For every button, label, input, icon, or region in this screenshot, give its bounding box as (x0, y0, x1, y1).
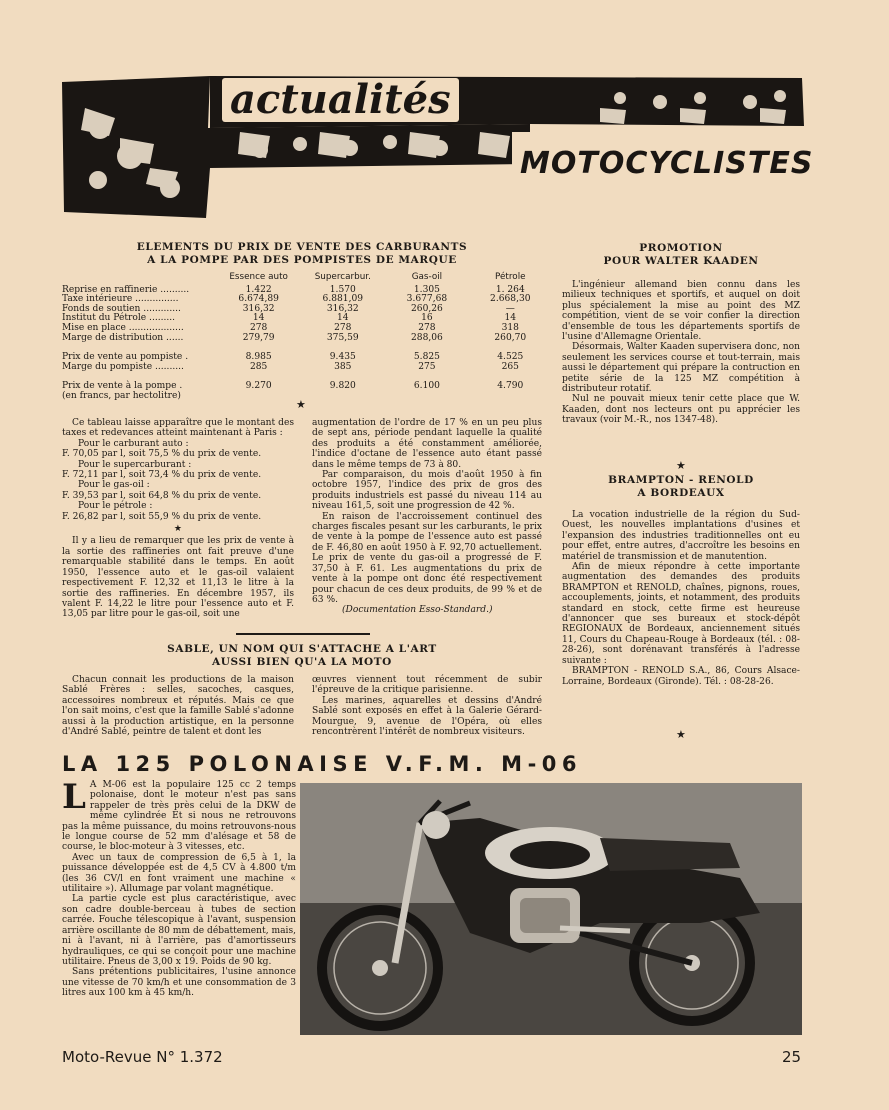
cell: 285 (249, 361, 268, 372)
paragraph: Nul ne pouvait mieux tenir cette place que W. Kaaden, dont nos lecteurs ont pu apprécier les travaux (voir M.-R., nos 1347-48). (562, 394, 800, 426)
row-label: Marge de distribution ...... (62, 332, 184, 343)
row-label-note: (en francs, par hectolitre) (62, 390, 181, 401)
cell: 14 (252, 313, 265, 324)
paragraph: Ce tableau laisse apparaître que le montant des taxes et redevances atteint maintenant à Paris : (62, 418, 294, 439)
cell: 9.435 (329, 352, 356, 363)
paragraph: Pour le pétrole : (78, 501, 153, 512)
paragraph: (Documentation Esso-Standard.) (342, 605, 493, 616)
star-divider: ★ (676, 459, 686, 472)
row-label: Prix de vente à la pompe . (62, 381, 183, 392)
cell: 8.985 (245, 352, 272, 363)
paragraph: F. 70,05 par l, soit 75,5 % du prix de vente. (62, 449, 262, 460)
row-label: Mise en place ................... (62, 322, 184, 333)
cell: — (505, 303, 515, 314)
paragraph: La vocation industrielle de la région du Sud-Ouest, les nouvelles implantations d'usines et l'expansion des industries traditionnelles ont eu pour effet, entre autres, d'accroître les besoins en matériel de transmission et de manutention. (562, 510, 800, 562)
page-number: 25 (782, 1048, 802, 1066)
brampton-heading-line1: BRAMPTON - RENOLD (608, 474, 754, 486)
sable-col2 (312, 675, 542, 737)
table-row (62, 363, 552, 373)
cell: 1.305 (413, 284, 440, 295)
paragraph: F. 26,82 par l, soit 55,9 % du prix de vente. (62, 511, 262, 522)
paragraph: Désormais, Walter Kaaden supervisera donc, non seulement les services course et tout-terrain, mais aussi le département qui prépare la contruction en petite série de la 125 MZ compétition à distributeur rotatif. (562, 342, 800, 395)
cell: 9.820 (329, 381, 356, 392)
paragraph: La partie cycle est plus caractéristique, avec son cadre double-berceau à tubes de section carrée. Fouche télescopique à l'avant, suspension arrière oscillante de 80 mm de débattement, mais, ni à l'avant, ni à l'arrière, pas d'amortisseurs hydrauliques, ce qui se conçoit pour une machine utilitaire. Pneus de 3,00 x 19. Poids de 90 kg. (62, 894, 296, 967)
sable-col1 (62, 675, 294, 737)
cell: 260,26 (411, 303, 443, 314)
motorcycle-illustration (300, 783, 802, 1035)
col-header: Gas-oil (411, 272, 443, 282)
paragraph: Pour le carburant auto : (78, 438, 189, 449)
brampton-body (562, 510, 800, 687)
paragraph: Par comparaison, du mois d'août 1950 à fin octobre 1957, l'indice des prix de gros des produits industriels est passé du niveau 114 au niveau 161,5, soit une progression de 42 %. (312, 470, 542, 512)
paragraph: œuvres viennent tout récemment de subir l'épreuve de la critique parisienne. (312, 675, 542, 696)
header-banner (60, 68, 814, 220)
row-label: Reprise en raffinerie .......... (62, 284, 190, 295)
vfm-text (62, 777, 296, 999)
paragraph: Pour le supercarburant : (78, 459, 192, 470)
paragraph: Sans prétentions publicitaires, l'usine annonce une vitesse de 70 km/h et une consommation de 3 litres aux 100 km à 45 km/h. (62, 967, 296, 999)
sable-heading-line2: AUSSI BIEN QU'A LA MOTO (212, 655, 392, 668)
cell: 1. 264 (495, 284, 525, 295)
row-label: Marge du pompiste .......... (62, 361, 184, 372)
paragraph: F. 72,11 par l, soit 73,4 % du prix de vente. (62, 470, 262, 481)
row-label: Fonds de soutien ............. (62, 303, 181, 314)
motorcycle-photo (300, 783, 802, 1035)
cell: 3.677,68 (406, 294, 448, 305)
paragraph: A M-06 est la populaire 125 cc 2 temps polonaise, dont le moteur n'est pas sans rappeler de très près celui de la DKW de même cylindrée Et si nous ne retrouvons pas la même puissance, du moins retrouvons-nous le longue course de 52 mm d'alésage et 58 de course, le bloc-moteur à 3 vitesses, etc. (62, 780, 296, 853)
banner-title-caps: MOTOCYCLISTES (520, 146, 814, 181)
cell: 278 (334, 322, 352, 333)
cell: 279,79 (242, 332, 275, 343)
col-header: Supercarbur. (314, 272, 371, 282)
brampton-heading-line2: A BORDEAUX (637, 486, 725, 499)
cell: 5.825 (413, 352, 440, 363)
paragraph: En raison de l'accroissement continuel des charges fiscales pesant sur les carburants, le prix de vente à la pompe de l'essence auto est passé de F. 46,80 en août 1950 à F. 92,70 actuellement. Le prix de vente du gas-oil a progressé de F. 37,50 à F. 61. Les augmentations du prix de vente à la pompe ont donc été respectivement pour chacun de ces deux produits, de 99 % et de 63 %. (312, 511, 542, 605)
fuel-heading-line2: A LA POMPE PAR DES POMPISTES DE MARQUE (147, 253, 457, 266)
paragraph: Chacun connait les productions de la maison Sablé Frères : selles, sacoches, casques, accessoires nombreux et réputés. Mais ce que l'on sait moins, c'est que la famille Sablé s'adonne aussi à la production artistique, en la personne d'André Sablé, peintre de talent et dont les (62, 675, 294, 738)
paragraph: augmentation de l'ordre de 17 % en un peu plus de sept ans, période pendant laquelle la qualité des produits a été constamment améliorée, l'indice d'octane de l'essence auto étant passé dans le même temps de 73 à 80. (312, 418, 542, 470)
cell: 1.422 (245, 284, 272, 295)
paragraph: Les marines, aquarelles et dessins d'André Sablé sont exposés en effet à la Galerie Gérard-Mourgue, 9, avenue de l'Opéra, où elles rencontrèrent l'intérêt de nombreux visiteurs. (312, 695, 542, 738)
cell: 14 (504, 313, 517, 324)
table-row (62, 334, 552, 344)
cell: 14 (337, 313, 349, 324)
cell: 278 (249, 322, 268, 333)
cell: 6.100 (413, 381, 440, 392)
cell: 9.270 (245, 381, 272, 392)
fuel-table-section (62, 241, 542, 266)
cell: 260,70 (494, 332, 527, 343)
cell: 385 (334, 361, 352, 372)
fuel-text-col1 (62, 418, 294, 620)
promotion-heading-line1: PROMOTION (639, 242, 723, 254)
cell: 275 (418, 361, 436, 372)
star-divider: ★ (173, 524, 183, 535)
cell: 316,32 (326, 303, 359, 314)
promotion-body (562, 280, 800, 426)
cell: 278 (418, 322, 436, 333)
paragraph: F. 39,53 par l, soit 64,8 % du prix de vente. (62, 490, 262, 501)
paragraph: Il y a lieu de remarquer que les prix de vente à la sortie des raffineries ont fait preuve d'une remarquable stabilité dans le temps. En août 1950, l'essence auto et le gas-oil valaient respectivement F. 12,32 et 11,13 le litre à la sortie des raffineries. En décembre 1957, ils valent F. 14,22 le litre pour l'essence auto et F. 13,05 par litre pour le gas-oil, soit une (62, 536, 294, 620)
sable-heading (62, 643, 542, 668)
row-label: Taxe intérieure ............... (62, 294, 179, 305)
brampton-heading (562, 474, 800, 499)
paragraph: BRAMPTON - RENOLD S.A., 86, Cours Alsace-Lorraine, Bordeaux (Gironde). Tél. : 08-28-26. (562, 666, 800, 687)
cell: 316,32 (242, 303, 275, 314)
cell: 318 (501, 322, 519, 333)
divider-rule (236, 633, 370, 635)
row-label: Prix de vente au pompiste . (62, 352, 189, 363)
paragraph: Avec un taux de compression de 6,5 à 1, la puissance développée est de 4,5 CV à 4.800 t/m (les 36 CV/l en font vraiment une machine « utilitaire »). Allumage par volant magnétique. (62, 852, 296, 895)
cell: 16 (421, 313, 433, 324)
sable-heading-line1: SABLE, UN NOM QUI S'ATTACHE A L'ART (167, 643, 437, 655)
cell: 1.570 (329, 284, 356, 295)
cell: 375,59 (326, 332, 359, 343)
drop-cap: L (62, 777, 86, 817)
promotion-heading-line2: POUR WALTER KAADEN (603, 254, 759, 267)
fuel-text-col2 (312, 418, 542, 616)
footer-magazine: Moto-Revue N° 1.372 (62, 1048, 223, 1066)
cell: 6.674,89 (238, 294, 279, 305)
col-header: Essence auto (229, 272, 288, 282)
promotion-heading (562, 242, 800, 267)
paragraph: L'ingénieur allemand bien connu dans les milieux techniques et sportifs, et auquel on doit plus spécialement la mise au point des MZ compétition, vient de se voir confier la direction d'ensemble de tous les départements sportifs de l'usine d'Allemagne Orientale. (562, 280, 800, 343)
paragraph: Afin de mieux répondre à cette importante augmentation des demandes des produits BRAMPTON et RENOLD, chaînes, pignons, roues, accouplements, joints, et notamment, des produits standard en stock, cette firme est heureuse d'annoncer que ses bureaux et stock-dépôt REGIONAUX de Bordeaux, anciennement situés 11, Cours du Chapeau-Rouge à Bordeaux (tél. : 08-28-26), sont dorénavant transférés à l'adresse suivante : (562, 562, 800, 666)
vfm-body (62, 777, 296, 999)
banner-title-script: actualités (222, 78, 459, 122)
cell: 4.525 (497, 352, 524, 363)
cell: 4.790 (497, 381, 524, 392)
cell: 265 (501, 361, 519, 372)
cell: 6.881,09 (322, 294, 364, 305)
cell: 288,06 (411, 332, 443, 343)
star-divider: ★ (676, 728, 686, 741)
cell: 2.668,30 (490, 294, 531, 305)
col-header: Pétrole (495, 272, 526, 282)
vfm-title: LA 125 POLONAISE V.F.M. M-06 (62, 752, 583, 776)
row-label: Institut du Pétrole ......... (62, 313, 176, 324)
fuel-heading-line1: ELEMENTS DU PRIX DE VENTE DES CARBURANTS (136, 241, 468, 253)
star-divider: ★ (296, 398, 306, 411)
paragraph: Pour le gas-oil : (78, 480, 150, 491)
fuel-table (62, 273, 552, 402)
